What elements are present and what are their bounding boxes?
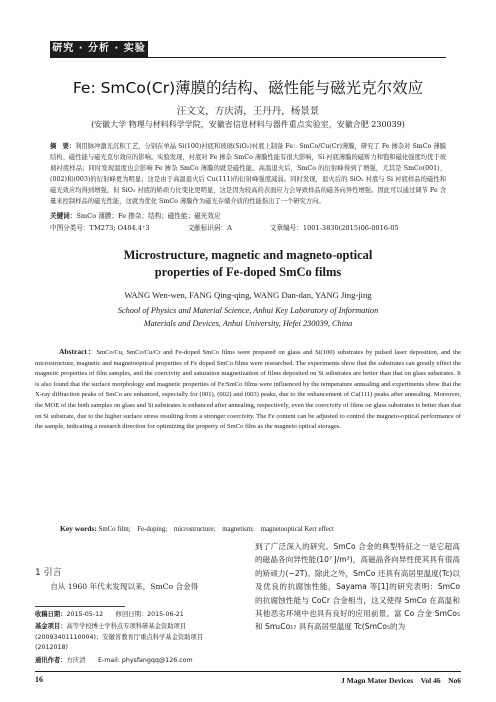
english-affiliation: [30, 304, 466, 330]
footnote-rule: [35, 606, 125, 607]
introduction-paragraph: 自从 1960 年代末发现以来，SmCo 合金得: [50, 582, 199, 591]
section-tag: 研究 · 分析 · 实验: [50, 41, 148, 57]
footer-rule: [35, 671, 461, 672]
english-affiliation-line-2: Materials and Devices, Anhui University, Hefei 230039, China: [143, 319, 353, 328]
contact-label: 通讯作者：: [35, 657, 67, 664]
chinese-abstract-text: 利用脉冲激光沉积工艺，分别在单晶 Si(100)衬底和玻璃(SiO₂)衬底上制备 Fe：SmCo/Cu(Cr)薄膜，研究了 Fe 掺杂对 SmCo 薄膜结构、磁性能与磁光克尔效应的影响。实验发现，衬底对 Fe 掺杂 SmCo 薄膜性能有很大影响，Si 衬底薄膜的磁矫力和饱和磁化强度均优于玻璃衬底样品；同时发现温度也会影响 Fe 掺杂 SmCo 薄膜的就是磁性能。高温退火后，SmCo 的衍射峰得到了增强，尤其是 SmCo(001)、(002)和(003)的衍射峰更为明显；这是由于高温退火后 Cu(111)的衍射峰强度减弱。同时发现，退火后的 SiO₂ 衬底与 Si 衬底样品的磁性和磁光效应均得到增强，但 SiO₂ 衬底的矫顽力比变化更明显，这是因为较高的表面应力会导致样品的磁各向异性增强。因此可以通过调节 Fe 含量来控制样品的磁光性能，这就为优化 SmCo 薄膜作为磁光存储介质的性能指出了一个研究方向。: [50, 143, 446, 205]
english-keywords-label: Key words:: [60, 524, 97, 533]
page-number: 16: [35, 675, 43, 684]
received-dates: 2015-05-12 修回日期：2015-06-21: [66, 611, 184, 618]
english-title: [30, 247, 466, 281]
chinese-affiliation: (安徽大学 物理与材料科学学院，安徽省信息材料与器件重点实验室，安徽合肥 230039): [91, 120, 405, 129]
chinese-keywords-text: SmCo 薄膜；Fe 掺杂；结构；磁性能；磁光效应: [76, 212, 221, 220]
header-rule: [50, 57, 446, 58]
english-affiliation-line-1: School of Physics and Material Science, Anhui Key Laboratory of Information: [117, 306, 379, 315]
document-code: 文献标识码：A: [187, 224, 232, 232]
received-label: 收稿日期：: [35, 611, 67, 618]
journal-footer: J Magn Mater Devices Vol 46 No6: [341, 676, 461, 685]
fund-text: 高等学校博士学科点专项科研基金资助项目(20093401110004)；安徽省教育厅重点科学基金资助项目(2012018): [35, 623, 204, 651]
english-abstract: [35, 347, 461, 433]
chinese-keywords-label: 关键词：: [50, 212, 77, 220]
footnote-fund: [35, 622, 231, 654]
english-abstract-label: Abstract：: [59, 347, 97, 356]
english-authors: WANG Wen-wen, FANG Qing-qing, WANG Dan-dan, YANG Jing-jing: [124, 290, 372, 300]
english-title-line-2: properties of Fe-doped SmCo films: [154, 265, 342, 279]
english-keywords: [60, 523, 461, 533]
chinese-title: Fe: SmCo(Cr)薄膜的结构、磁性能与磁光克尔效应: [72, 79, 424, 97]
clc-number: 中图分类号：TM273; O484.4⁺3: [50, 224, 150, 232]
article-number: 文章编号：1001-3830(2015)06-0016-05: [269, 224, 399, 232]
footnote-received: [35, 610, 231, 621]
fund-label: 基金项目：: [35, 623, 67, 630]
english-keywords-text: SmCo film; Fe-doping; microstructure; magnetism; magnetooptical Kerr effect: [98, 526, 334, 533]
classification-line: [50, 222, 446, 232]
english-abstract-text: SmCo/Cu, SmCo/Cu/Cr and Fe-doped SmCo films were prepared on glass and Si(100) substrates by pulsed laser deposition, and the microstructure, magnetic and magnetooptical properties of Fe doped SmCo films were researched. The experiments show that the substrates can greatly effect the magnetic properties of film samples, and the coercivity and saturation magnetization of films deposited on Si substrates are better than that on glass substrates. It is also found that the surface morphology and magnetic properties of Fe:SmCo films were influenced by the temperature annealing and experiments show that the X-ray diffraction peaks of SmCo are enhanced, especially for (001), (002) and (003) peaks, due to the enhancement of Cu(111) peaks after annealing. Moreover, the MOE of the both samples on glass and Si substrates is enhanced after annealing, respectively, even the coercivity of films on glass substrates is better than that on Si substrate, due to the higher surface stress resulting from a stronger coercivity. The Fe content can be adjusted to control the magneto-optical performance of the sample, indicating a research direction for optimizing the property of SmCo film as the magneto optical storages.: [35, 349, 461, 431]
section-heading-introduction: 1 引言: [35, 568, 62, 578]
chinese-abstract-label: 摘 要：: [50, 143, 76, 150]
chinese-authors: 汪文文，方庆清，王丹丹，杨景景: [176, 106, 320, 117]
right-column-text: 到了广泛深入的研究。SmCo 合金的典型特征之一是它超高的磁晶各向异性能(10⁷ J/m³)，高磁晶各向异性使其具有很高的矫顽力(~2T)。除此之外，SmCo 还具有高居里温度(Tc)以及优良的抗腐蚀性能，Sayama 等[1]的研究表明：SmCo 的抗腐蚀性能与 CoCr 合金相当，这又使得 SmCo 在高温和其他恶劣环境中也具有良好的应用前景。富 Co 合金 SmCo₅ 和 Sm₂Co₁₇ 具有高居里温度 Tc(SmCo₅的为: [255, 542, 460, 632]
chinese-keywords: [50, 210, 446, 220]
chinese-abstract: [50, 141, 446, 207]
english-title-line-1: Microstructure, magnetic and magneto-optical: [123, 248, 373, 262]
footnote-contact: [35, 656, 231, 667]
contact-text: 方庆清 E-mail: physfangqq@126.com: [66, 657, 193, 664]
